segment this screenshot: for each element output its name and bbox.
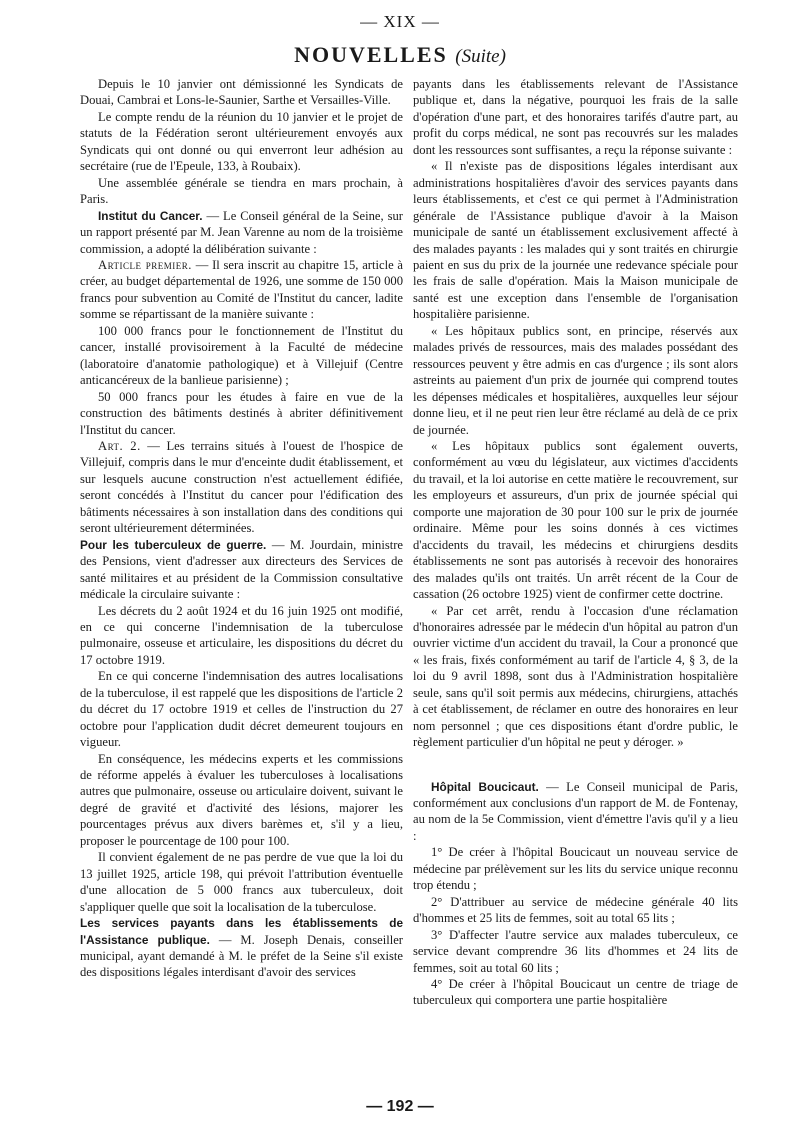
right-column bbox=[413, 76, 738, 1009]
left-paragraph-4-body: — Le Conseil général de la Seine, sur un rapport présenté par M. Jean Varenne au nom de la troisième commission, a adopté la délibération suivante : bbox=[80, 208, 403, 256]
left-paragraph-2: Le compte rendu de la réunion du 10 janvier et le projet de statuts de la Fédération seront ultérieurement envoyés aux Syndicats qui ont donné ou qui enverront leur adhésion au secrétaire (rue de l'Epeule, 133, à Roubaix). bbox=[80, 109, 403, 174]
right-paragraph-9: 3° D'affecter l'autre service aux malades tuberculeux, ce service devant comprendre 36 lits d'hommes et 24 lits de femmes, soit au total 60 lits ; bbox=[413, 927, 738, 975]
title-suite: (Suite) bbox=[455, 46, 506, 67]
title-main: NOUVELLES bbox=[294, 42, 448, 67]
left-paragraph-5-body: — Il sera inscrit au chapitre 15, article à créer, au budget départemental de 1926, une somme de 150 000 francs pour subvention au Comité de l'Institut du cancer, ladite somme se répartissant de la manière suivante : bbox=[80, 257, 404, 322]
left-paragraph-7: 50 000 francs pour les études à faire en vue de la construction des bâtiments destinés à abriter définitivement l'Institut du cancer. bbox=[80, 389, 403, 437]
section-heading-services-payants: Les services payants dans les établissements de l'Assistance publique. bbox=[80, 916, 403, 947]
left-paragraph-11: En ce qui concerne l'indemnisation des autres localisations de la tuberculose, il est rappelé que les dispositions de l'article 2 du décret du 17 octobre 1919 et celles de l'instruction du 27 octobre pour l'application dudit décret demeurent toujours en vigueur. bbox=[80, 669, 403, 750]
left-paragraph-9 bbox=[80, 537, 403, 603]
right-paragraph-3: « Les hôpitaux publics sont, en principe, réservés aux malades privés de ressources, mais des malades possédant des ressources peuvent y être admis en cas d'urgence ; ils sont alors astreints au paiement d'un prix de journée qui comprend toutes les dépenses médicales et hospitalières, auxquelles leur séjour donne lieu, et il ne peut rien leur être réclamé au delà de ce prix de journée. bbox=[413, 323, 738, 437]
left-paragraph-12: En conséquence, les médecins experts et les commissions de réforme appelés à évaluer les tuberculoses à localisations autres que pulmonaire, osseuse ou articulaire doivent, suivant le degré de gravité et d'activité des lésions, majorer les pourcentages prévus aux divers barèmes et, s'il y a lieu, proposer le pourcentage de 100 pour 100. bbox=[80, 751, 403, 848]
section-heading-tuberculeux-guerre: Pour les tuberculeux de guerre. bbox=[80, 537, 267, 552]
left-paragraph-13: Il convient également de ne pas perdre de vue que la loi du 13 juillet 1925, article 198, qui prévoit l'attribution éventuelle d'une allocation de 5 000 francs aux tuberculeux, doit s'appliquer quelle que soit la localisation de la tuberculose. bbox=[80, 850, 403, 914]
left-paragraph-14-body: — M. Joseph Denais, conseiller municipal, ayant demandé à M. le préfet de la Seine s'il existe des dispositions légales interdisant d'avoir des services bbox=[80, 932, 403, 980]
left-paragraph-4 bbox=[80, 208, 403, 257]
section-heading-institut-cancer: Institut du Cancer. bbox=[98, 208, 203, 223]
article-2-label: Art. 2. bbox=[98, 438, 141, 453]
page-title bbox=[0, 42, 800, 68]
right-paragraph-6 bbox=[413, 779, 738, 845]
left-paragraph-9-body: — M. Jourdain, ministre des Pensions, vient d'adresser aux directeurs des Services de santé militaires et au président de la Commission consultative médicale la circulaire suivante : bbox=[80, 537, 403, 602]
right-paragraph-2: « Il n'existe pas de dispositions légales interdisant aux administrations hospitalières d'avoir des services payants dans leurs établissements, et c'est ce qui permet à l'Administration générale de l'Assistance publique d'avoir à la Maison municipale de santé un établissement exclusivement affecté à des malades payants : les malades qui y sont traités en chirurgie paient en sus du prix de la journée une redevance spéciale pour les frais de salle d'opération. Mais la Maison municipale de santé est une exception dans l'ensemble de l'organisation hospitalière parisienne. bbox=[413, 159, 738, 322]
page-roman-numeral: — XIX — bbox=[360, 12, 440, 31]
left-paragraph-3: Une assemblée générale se tiendra en mars prochain, à Paris. bbox=[80, 175, 403, 207]
article-premier-label: Article premier. bbox=[98, 257, 192, 272]
left-paragraph-1: Depuis le 10 janvier ont démissionné les Syndicats de Douai, Cambrai et Lons-le-Saunier, Sarthe et Versailles-Ville. bbox=[80, 77, 403, 108]
section-heading-hopital-boucicaut: Hôpital Boucicaut. bbox=[431, 779, 539, 794]
page-number: — 192 — bbox=[366, 1098, 434, 1115]
left-paragraph-5 bbox=[80, 257, 403, 323]
right-paragraph-1: payants dans les établissements relevant de l'Assistance publique et, dans la négative, pourquoi les frais de la salle d'opération d'une part, et des honoraires tarifés d'autre part, au profit du corps médical, ne sont pas recouvrés sur les malades dont les ressources sont suffisantes, a reçu la réponse suivante : bbox=[413, 77, 738, 157]
right-paragraph-7: 1° De créer à l'hôpital Boucicaut un nouveau service de médecine par prélèvement sur les lits du service unique reconnu trop étendu ; bbox=[413, 845, 738, 893]
right-paragraph-8: 2° D'attribuer au service de médecine générale 40 lits d'hommes et 25 lits de femmes, soit au total 65 lits ; bbox=[413, 894, 738, 926]
left-paragraph-8-body: — Les terrains situés à l'ouest de l'hospice de Villejuif, compris dans le mur d'enceinte dudit établissement, et sur lesquels aucune construction n'est actuellement édifiée, seront concédés à l'Institut du cancer pour l'édification des bâtiments nécessaires à son installation dans des conditions qui seront ultérieurement déterminées. bbox=[80, 438, 403, 536]
left-paragraph-6: 100 000 francs pour le fonctionnement de l'Institut du cancer, installé provisoirement à la Faculté de médecine (laboratoire d'anatomie pathologique) et à Villejuif (Centre anticancéreux de la banlieue parisienne) ; bbox=[80, 323, 403, 388]
left-column bbox=[80, 76, 403, 981]
right-paragraph-10: 4° De créer à l'hôpital Boucicaut un centre de triage de tuberculeux qui comportera une partie hospitalière bbox=[413, 977, 738, 1008]
left-paragraph-10: Les décrets du 2 août 1924 et du 16 juin 1925 ont modifié, en ce qui concerne l'indemnisation de la tuberculose pulmonaire, osseuse et articulaire, les dispositions du décret du 17 octobre 1919. bbox=[80, 603, 403, 667]
left-paragraph-8 bbox=[80, 438, 403, 537]
left-paragraph-14 bbox=[80, 915, 403, 981]
right-paragraph-6-body: — Le Conseil municipal de Paris, conformément aux conclusions d'un rapport de M. de Fontenay, au nom de la 5e Commission, vient d'émettre l'avis qu'il y a lieu : bbox=[413, 779, 738, 843]
right-paragraph-5: « Par cet arrêt, rendu à l'occasion d'une réclamation d'honoraires adressée par le médecin d'un hôpital au patron d'un ouvrier victime d'un accident du travail, la Cour a prononcé que « les frais, fixés conformément au tarif de l'article 4, § 3, de la loi du 9 avril 1898, sont dus à l'Administration hospitalière seule, sans qu'il soit permis aux médecins, chirurgiens, attachés à cet établissement, de réclamer en outre des honoraires en leur nom personnel ; que ces dispositions étant d'ordre public, le règlement particulier d'un hôpital ne peut y déroger. » bbox=[413, 603, 738, 750]
right-paragraph-4: « Les hôpitaux publics sont également ouverts, conformément au vœu du législateur, aux victimes d'accidents du travail, et la loi autorise en cette matière le recouvrement, sur les employeurs et assureurs, d'un prix de journée spécial qui comporte une majoration de 30 pour 100 sur le prix de journée ordinaire. Même pour les soins donnés à ces victimes d'accidents du travail, les médecins et chirurgiens desdits établissements ne sont pas autorisés à recevoir des honoraires des malades qu'ils ont traités. Un arrêt récent de la Cour de cassation (26 octobre 1925) vient de confirmer cette doctrine. bbox=[413, 438, 738, 602]
